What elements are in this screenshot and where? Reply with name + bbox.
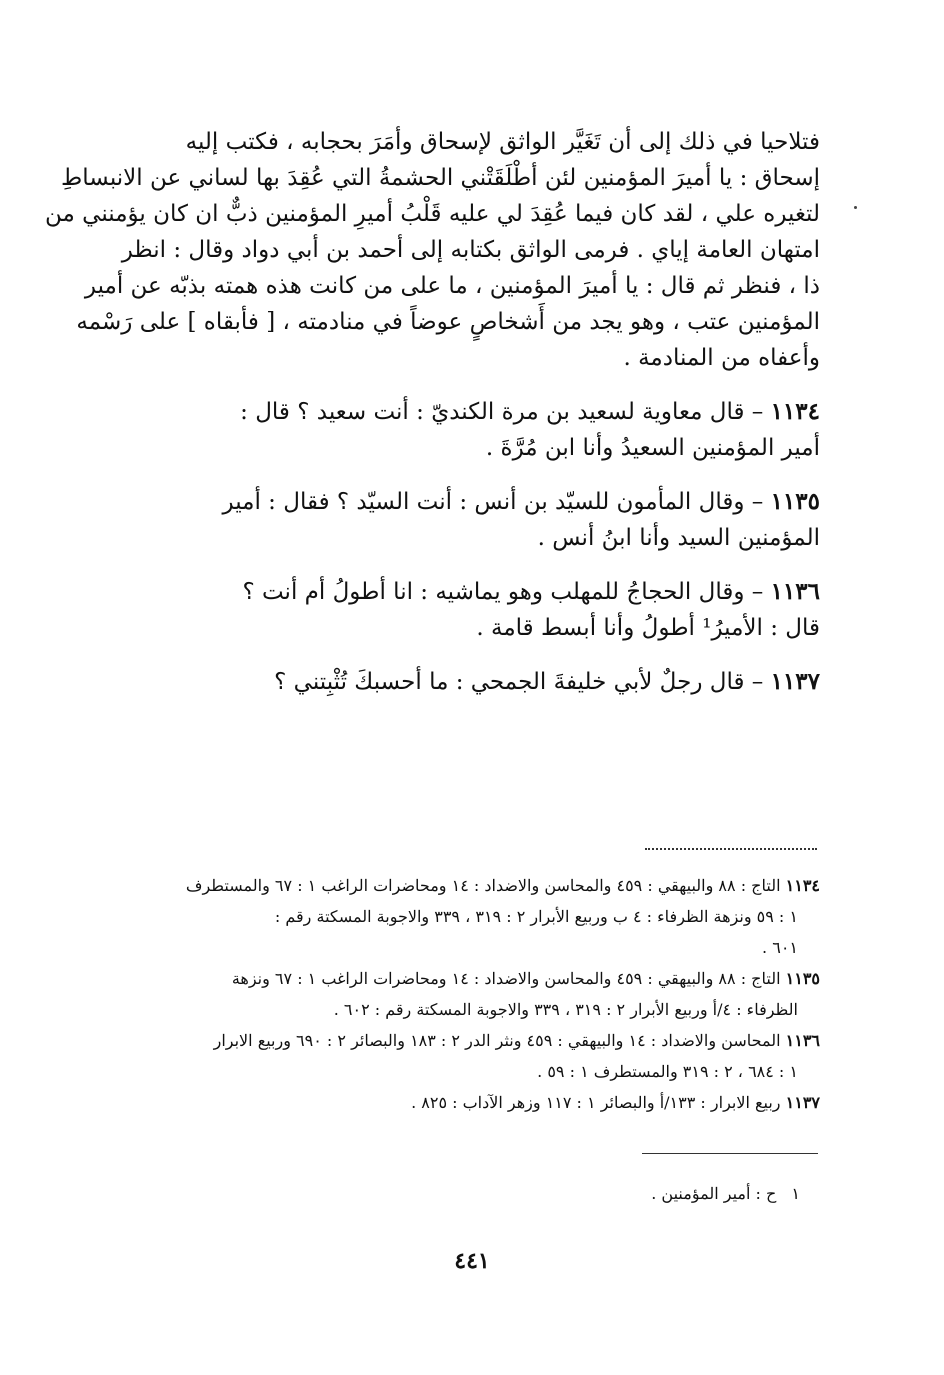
paragraph-continuation <box>45 124 820 376</box>
reference-number: ١١٣٦ <box>785 1031 820 1050</box>
text-line: فتلاحيا في ذلك إلى أن تَغَيَّر الواثق لإسحاق وأمَرَ بحجابه ، فكتب إليه <box>185 129 820 155</box>
reference-line <box>160 963 820 994</box>
entry-number: ١١٣٥ <box>770 488 820 515</box>
entry-number: ١١٣٤ <box>770 398 820 425</box>
entry-text: – قال معاوية لسعيد بن مرة الكنديّ : أنت سعيد ؟ قال : <box>240 399 764 425</box>
text-line <box>160 664 820 700</box>
text-line: لتغيره علي ، لقد كان فيما عُقِدَ لي عليه قَلْبُ أميرِ المؤمنين ذبٌّ ان كان يؤمنني من <box>45 201 820 227</box>
entry-1136 <box>160 574 820 646</box>
reference-1136 <box>160 1025 820 1087</box>
entry-text: – وقال الحجاجُ للمهلب وهو يماشيه : انا أطولُ أم أنت ؟ <box>242 579 764 605</box>
reference-line <box>160 870 820 901</box>
reference-text: ربيع الابرار : ١٣٣/أ والبصائر ١ : ١١٧ وزهر الآداب : ٨٢٥ . <box>411 1093 781 1112</box>
footnote-text: ح : أمير المؤمنين . <box>651 1184 777 1203</box>
reference-1134 <box>160 870 820 963</box>
text-line: أمير المؤمنين السعيدُ وأنا ابن مُرَّةَ . <box>485 435 820 461</box>
reference-line: ٦٠١ . <box>762 938 798 957</box>
reference-1135 <box>160 963 820 1025</box>
reference-text: المحاسن والاضداد : ١٤ والبيهقي : ٤٥٩ ونثر الدر ٢ : ١٨٣ والبصائر ٢ : ٦٩٠ وربيع الابرار <box>213 1031 781 1050</box>
reference-line: الظرفاء : ٤/أ وربيع الأبرار ٢ : ٣١٩ ، ٣٣٩ والاجوبة المسكتة رقم : ٦٠٢ . <box>333 1000 798 1019</box>
reference-number: ١١٣٤ <box>785 876 820 895</box>
footnote-marker: ١ <box>791 1184 800 1203</box>
entry-text: – وقال المأمون للسيّد بن أنس : أنت السيّد ؟ فقال : أمير <box>222 489 764 515</box>
reference-number: ١١٣٧ <box>785 1093 820 1112</box>
entry-text: – قال رجلٌ لأبي خليفةَ الجمحي : ما أحسبكَ تُثْبِتني ؟ <box>274 669 764 695</box>
main-text <box>45 124 820 718</box>
text-line: ذا ، فنظر ثم قال : يا أميرَ المؤمنين ، ما على من كانت هذه همته بذبّه عن أمير <box>84 273 820 299</box>
text-line: وأعفاه من المنادمة . <box>623 345 820 371</box>
entry-1135 <box>160 484 820 556</box>
page-number: ٤٤١ <box>454 1248 490 1274</box>
reference-text: التاج : ٨٨ والبيهقي : ٤٥٩ والمحاسن والاضداد : ١٤ ومحاضرات الراغب ١ : ٦٧ والمستطرف <box>185 876 781 895</box>
footnote <box>540 1180 800 1208</box>
margin-dot <box>854 206 857 209</box>
source-references <box>160 870 820 1118</box>
text-line: المؤمنين السيد وأنا ابنُ أنس . <box>537 525 820 551</box>
entry-1137 <box>160 664 820 700</box>
reference-text: التاج : ٨٨ والبيهقي : ٤٥٩ والمحاسن والاضداد : ١٤ ومحاضرات الراغب ١ : ٦٧ ونزهة <box>231 969 781 988</box>
reference-line: ١ : ٦٨٤ ، ٢ : ٣١٩ والمستطرف ١ : ٥٩ . <box>537 1062 798 1081</box>
entry-1134 <box>160 394 820 466</box>
text-line: امتهان العامة إياي . فرمى الواثق بكتابه إلى أحمد بن أبي دواد وقال : انظر <box>121 237 820 263</box>
reference-line: ١ : ٥٩ ونزهة الظرفاء : ٤ ب وربيع الأبرار ٢ : ٣١٩ ، ٣٣٩ والاجوبة المسكتة رقم : <box>274 907 798 926</box>
entry-number: ١١٣٦ <box>770 578 820 605</box>
footnote-separator <box>642 1153 818 1154</box>
reference-line <box>160 1025 820 1056</box>
text-line: إسحاق : يا أميرَ المؤمنين لئن أطْلَقَتْني الحشمةُ التي عُقِدَ بها لساني عن الانبساطِ <box>61 165 820 191</box>
reference-1137 <box>160 1087 820 1118</box>
dotted-separator <box>645 848 817 850</box>
entry-number: ١١٣٧ <box>770 668 820 695</box>
reference-line <box>160 1087 820 1118</box>
text-line <box>160 484 820 520</box>
text-line <box>160 394 820 430</box>
reference-number: ١١٣٥ <box>785 969 820 988</box>
text-line: المؤمنين عتب ، وهو يجد من أَشخاصٍ عوضاً في منادمته ، [ فأبقاه ] على رَسْمه <box>76 309 820 335</box>
text-line: قال : الأميرُ¹ أطولُ وأنا أبسط قامة . <box>476 615 820 641</box>
text-line <box>160 574 820 610</box>
